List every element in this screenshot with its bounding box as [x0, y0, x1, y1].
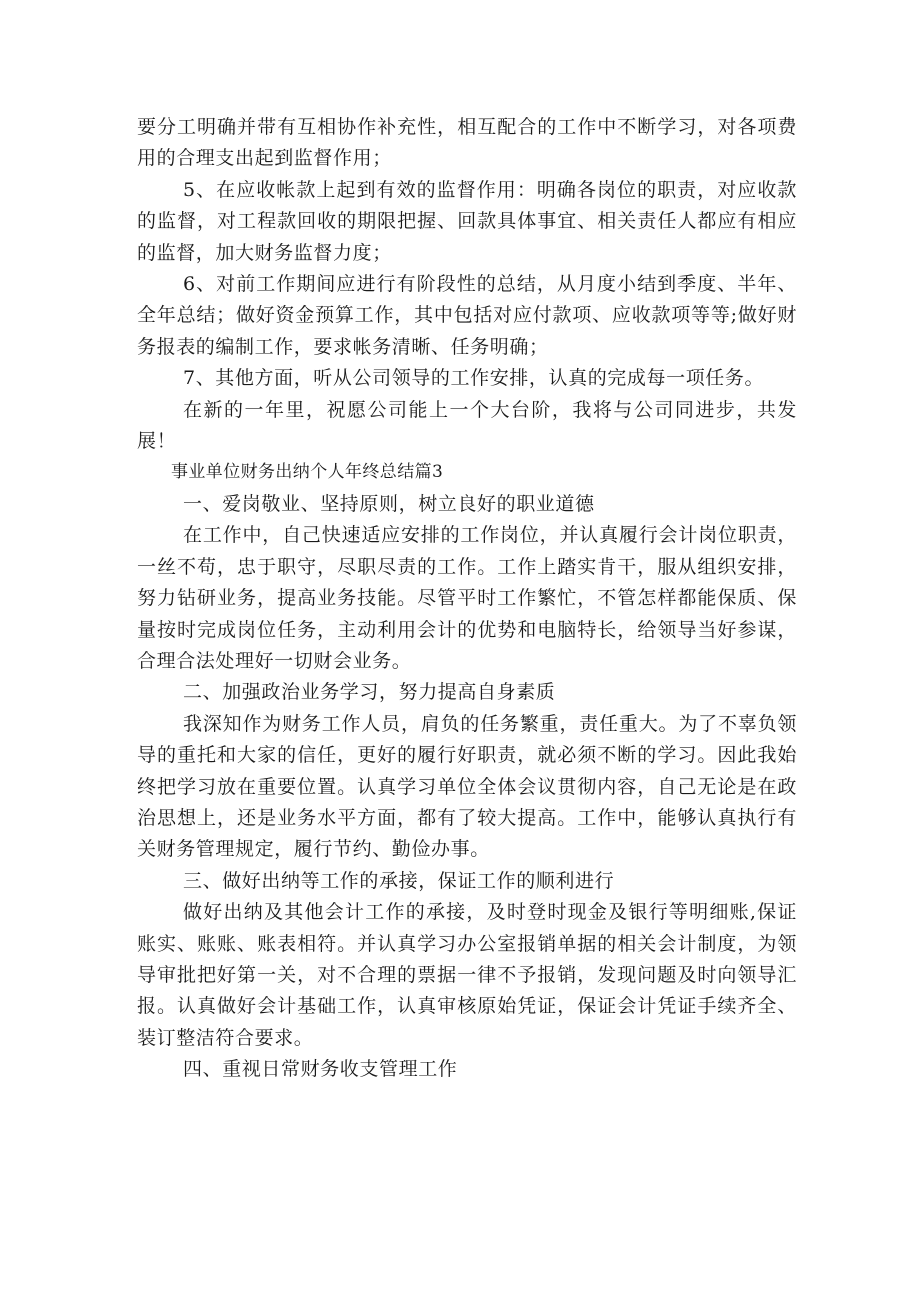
- section-body-2: 我深知作为财务工作人员，肩负的任务繁重，责任重大。为了不辜负领导的重托和大家的信任，更好的履行好职责，就必须不断的学习。因此我始终把学习放在重要位置。认真学习单位全体会议贯彻内容，自己无论是在政治思想上，还是业务水平方面，都有了较大提高。工作中，能够认真执行有关财务管理规定，履行节约、勤俭办事。: [137, 712, 797, 861]
- section-heading-4: 四、重视日常财务收支管理工作: [183, 1058, 458, 1081]
- paragraph-item-5: 5、在应收帐款上起到有效的监督作用：明确各岗位的职责，对应收款的监督，对工程款回收的期限把握、回款具体事宜、相关责任人都应有相应的监督，加大财务监督力度；: [137, 178, 797, 264]
- section-body-3: 做好出纳及其他会计工作的承接，及时登时现金及银行等明细账,保证账实、账账、账表相符。并认真学习办公室报销单据的相关会计制度，为领导审批把好第一关，对不合理的票据一律不予报销，发现问题及时向领导汇报。认真做好会计基础工作，认真审核原始凭证，保证会计凭证手续齐全、装订整洁符合要求。: [137, 901, 797, 1049]
- paragraph-closing: 在新的一年里，祝愿公司能上一个大台阶，我将与公司同进步，共发展！: [137, 398, 797, 453]
- section-body-1: 在工作中，自己快速适应安排的工作岗位，并认真履行会计岗位职责，一丝不苟，忠于职守，尽职尽责的工作。工作上踏实肯干，服从组织安排，努力钻研业务，提高业务技能。尽管平时工作繁忙，不管怎样都能保质、保量按时完成岗位任务，主动利用会计的优势和电脑特长，给领导当好参谋，合理合法处理好一切财会业务。: [137, 524, 797, 672]
- section-heading-1: 一、爱岗敬业、坚持原则，树立良好的职业道德: [183, 492, 595, 515]
- section-heading-3: 三、做好出纳等工作的承接，保证工作的顺利进行: [183, 869, 615, 892]
- paragraph-item-6: 6、对前工作期间应进行有阶段性的总结，从月度小结到季度、半年、全年总结；做好资金预算工作，其中包括对应付款项、应收款项等等;做好财务报表的编制工作，要求帐务清晰、任务明确；: [137, 273, 797, 358]
- document-body: [137, 112, 797, 1086]
- section-heading-2: 二、加强政治业务学习，努力提高自身素质: [183, 681, 556, 704]
- section-title: 事业单位财务出纳个人年终总结篇3: [171, 462, 444, 483]
- paragraph-item-7: 7、其他方面，听从公司领导的工作安排，认真的完成每一项任务。: [183, 367, 765, 390]
- paragraph-continuation: 要分工明确并带有互相协作补充性，相互配合的工作中不断学习，对各项费用的合理支出起到监督作用；: [137, 116, 797, 170]
